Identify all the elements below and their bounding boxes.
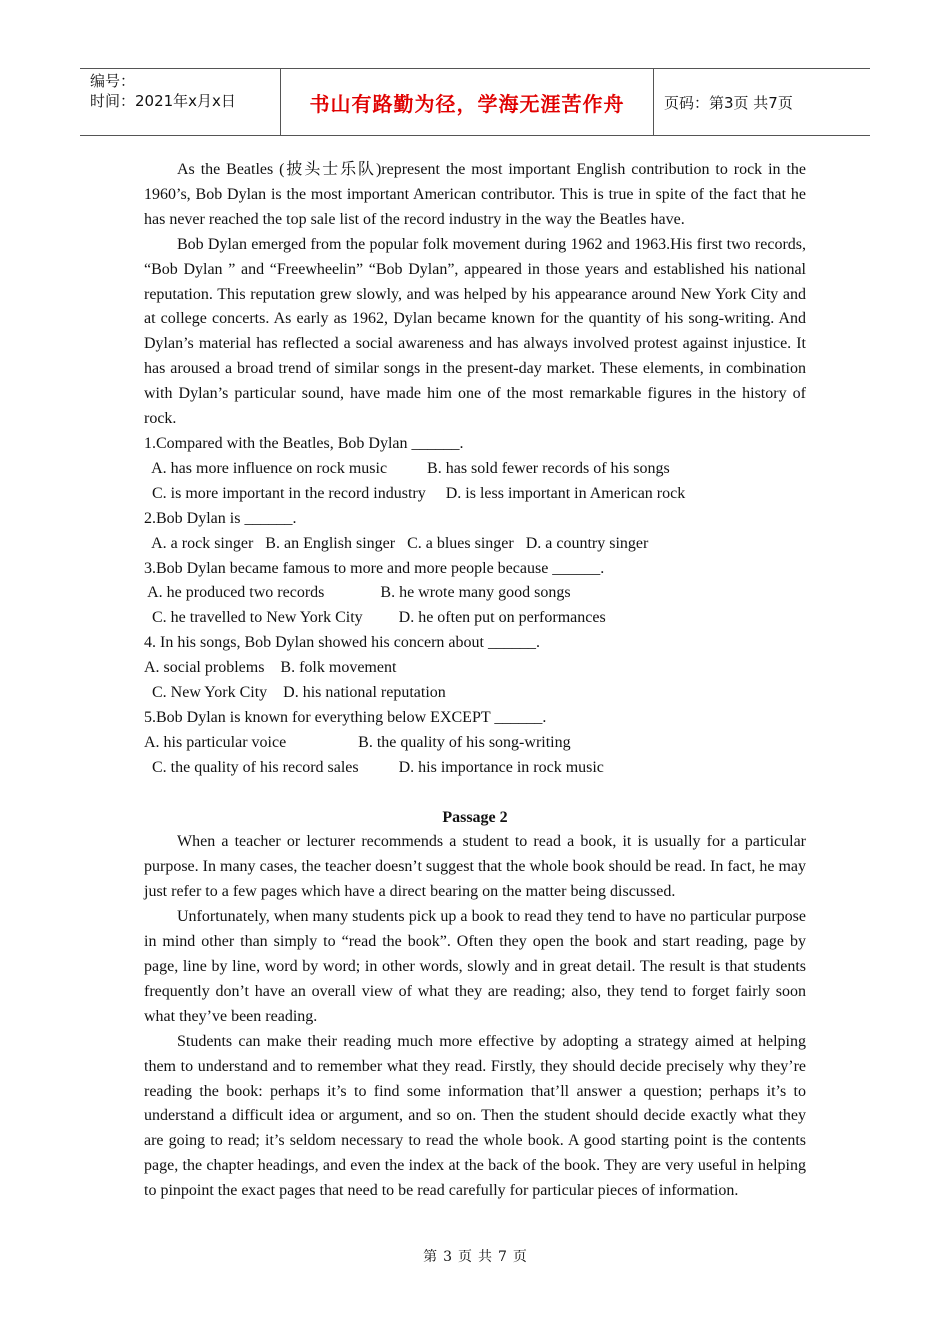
question-options: A. his particular voice B. the quality of his song-writing [144, 733, 571, 751]
question-options: A. a rock singer B. an English singer C. a blues singer D. a country singer [144, 534, 649, 552]
page-header [80, 68, 870, 136]
question-4 [144, 631, 806, 706]
footer-text: 页 [512, 1249, 527, 1265]
question-stem: 4. In his songs, Bob Dylan showed his concern about ______. [144, 634, 540, 652]
question-2 [144, 507, 806, 557]
header-meta [80, 69, 281, 135]
header-page-label: 页码：第3页 共7页 [664, 93, 793, 112]
question-options: A. social problems B. folk movement [144, 659, 397, 677]
footer-text: 第 [423, 1249, 438, 1265]
question-options: C. is more important in the record industry D. is less important in American rock [144, 484, 686, 502]
footer-total-pages: 7 [498, 1249, 507, 1265]
question-1 [144, 432, 806, 507]
date-label: 时间：2021年x月x日 [90, 92, 236, 110]
question-stem: 2.Bob Dylan is ______. [144, 509, 297, 527]
question-5 [144, 706, 806, 781]
footer-text: 页 [458, 1249, 472, 1265]
passage2-paragraph-1: When a teacher or lecturer recommends a student to read a book, it is usually for a particular purpose. In many cases, the teacher doesn’t suggest that the whole book should be read. In fact, he may just refer to a few pages which have a direct bearing on the matter being discussed. [144, 833, 806, 901]
question-options: A. he produced two records B. he wrote many good songs [144, 584, 571, 602]
question-3 [144, 557, 806, 632]
footer-text: 共 [478, 1249, 492, 1265]
question-options: C. New York City D. his national reputation [144, 684, 446, 702]
question-stem: 5.Bob Dylan is known for everything below EXCEPT ______. [144, 708, 547, 726]
passage2-title: Passage 2 [442, 808, 508, 826]
passage1-paragraph-2: Bob Dylan emerged from the popular folk movement during 1962 and 1963.His first two records, “Bob Dylan ” and “Freewheelin” “Bob Dylan”, appeared in those years and established his national reputation. This reputation grew slowly, and was helped by his appearance around New York City and at college concerts. As early as 1962, Dylan became known for the quantity of his song-writing. And Dylan’s material has reflected a social awareness and has always involved protest against injustice. It has aroused a broad trend of similar songs in the present-day market. These elements, in combination with Dylan’s particular sound, have made him one of the most remarkable figures in the history of rock. [144, 235, 806, 428]
question-stem: 3.Bob Dylan became famous to more and more people because ______. [144, 559, 605, 577]
question-stem: 1.Compared with the Beatles, Bob Dylan ______. [144, 434, 464, 452]
passage2-paragraph-3: Students can make their reading much more effective by adopting a strategy aimed at helping them to understand and to remember what they read. Firstly, they should decide precisely why they’re reading the book: perhaps it’s to find some information that’ll answer a question; perhaps it’s to understand a difficult idea or argument, and so on. Then the student should decide exactly what they are going to read; it’s seldom necessary to read the whole book. A good starting point is the contents page, the chapter headings, and even the index at the back of the book. They are very useful in helping to pinpoint the exact pages that need to be read carefully for particular pieces of information. [144, 1032, 806, 1200]
footer-current-page: 3 [443, 1249, 452, 1265]
page-footer [0, 1246, 950, 1266]
document-body [144, 158, 806, 1204]
question-options: C. he travelled to New York City D. he often put on performances [144, 609, 606, 627]
question-options: C. the quality of his record sales D. his importance in rock music [144, 758, 604, 776]
passage1-paragraph-1: As the Beatles (披头士乐队)represent the most important English contribution to rock in the 1960’s, Bob Dylan is the most important American contributor. This is true in spite of the fact that he has never reached the top sale list of the record industry in the way the Beatles have. [144, 161, 806, 228]
number-label: 编号： [90, 72, 136, 90]
header-motto: 书山有路勤为径，学海无涯苦作舟 [281, 69, 654, 135]
question-options: A. has more influence on rock music B. has sold fewer records of his songs [144, 459, 670, 477]
passage2-paragraph-2: Unfortunately, when many students pick up a book to read they tend to have no particular purpose in mind other than simply to “read the book”. Often they open the book and start reading, page by page, line by line, word by word; in other words, slowly and in great detail. The result is that students frequently don’t have an overall view of what they are reading; also, they tend to forget fairly soon what they’ve been reading. [144, 908, 806, 1025]
